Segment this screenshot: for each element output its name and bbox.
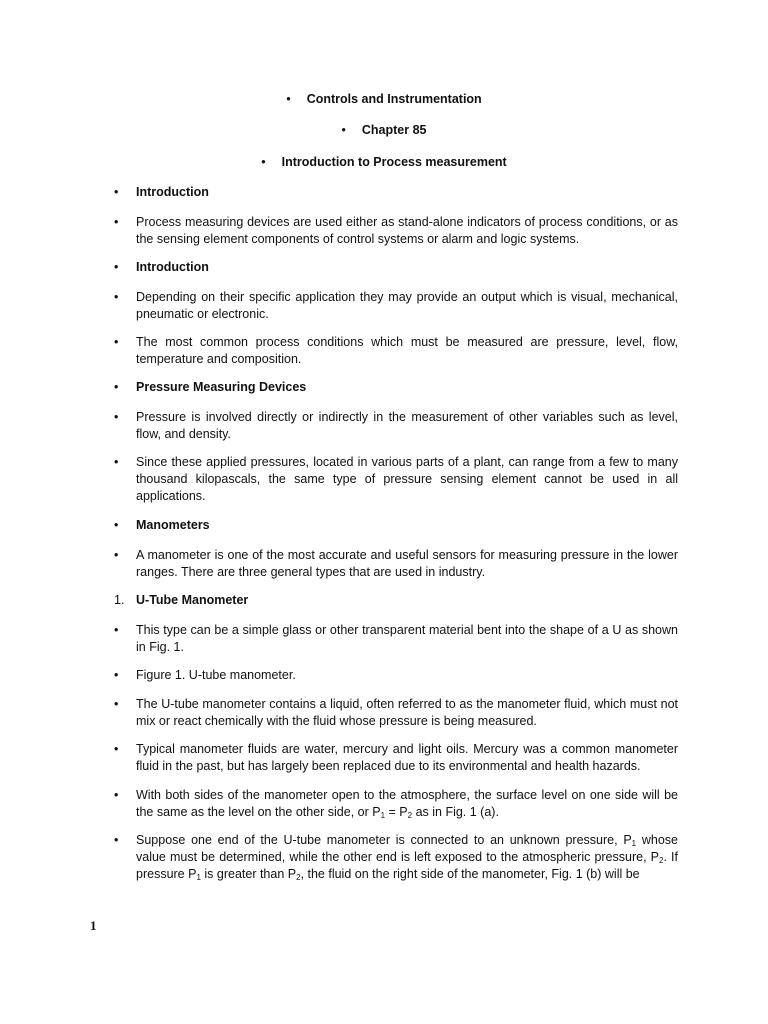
- subtitle-line: [0, 155, 768, 169]
- paragraph: • The U-tube manometer contains a liquid, often referred to as the manometer fluid, which must not mix or react chemically with the fluid whose pressure is being measured.: [114, 697, 678, 728]
- chapter-title: Introduction to Process measurement: [281, 155, 507, 169]
- title-line: [0, 92, 768, 106]
- section-heading: • Manometers: [114, 518, 210, 532]
- chapter-line: [0, 123, 768, 137]
- bullet: •: [341, 123, 346, 137]
- paragraph: • Process measuring devices are used either as stand-alone indicators of process conditions, or as the sensing element components of control systems or alarm and logic systems.: [114, 215, 678, 246]
- paragraph: • Suppose one end of the U-tube manometer is connected to an unknown pressure, $P_1$ whose value must be determined, while the other end is left exposed to the atmospheric pressure, $P_2$. If pressure $P_1$ is greater than $P_2$, the fluid on the right side of the manometer, Fig. 1 (b) will be: [114, 833, 678, 882]
- section-heading: • Introduction: [114, 260, 209, 274]
- section-heading: • Pressure Measuring Devices: [114, 380, 307, 394]
- paragraph: • This type can be a simple glass or other transparent material bent into the shape of a U as shown in Fig. 1.: [114, 623, 678, 654]
- bullet: •: [286, 92, 291, 106]
- page-number: 1: [90, 918, 97, 933]
- paragraph: • Depending on their specific application they may provide an output which is visual, mechanical, pneumatic or electronic.: [114, 290, 678, 321]
- paragraph: • With both sides of the manometer open to the atmosphere, the surface level on one side will be the same as the level on the other side, or $P_1 = P_2$ as in Fig. 1 (a).: [114, 788, 678, 820]
- paragraph: • Pressure is involved directly or indirectly in the measurement of other variables such as level, flow, and density.: [114, 410, 678, 441]
- paragraph: • A manometer is one of the most accurate and useful sensors for measuring pressure in the lower ranges. There are three general types that are used in industry.: [114, 548, 678, 579]
- chapter-number: Chapter 85: [361, 123, 427, 137]
- document-title: Controls and Instrumentation: [306, 92, 482, 106]
- figure-caption: • Figure 1. U-tube manometer.: [114, 668, 296, 682]
- paragraph: • Since these applied pressures, located in various parts of a plant, can range from a few to many thousand kilopascals, the same type of pressure sensing element cannot be used in all applications.: [114, 455, 678, 503]
- section-heading: • Introduction: [114, 185, 209, 199]
- paragraph: • The most common process conditions which must be measured are pressure, level, flow, temperature and composition.: [114, 335, 678, 366]
- paragraph: • Typical manometer fluids are water, mercury and light oils. Mercury was a common manometer fluid in the past, but has largely been replaced due to its environmental and health hazards.: [114, 742, 678, 773]
- bullet: •: [261, 155, 266, 169]
- numbered-heading: 1. U-Tube Manometer: [114, 593, 249, 607]
